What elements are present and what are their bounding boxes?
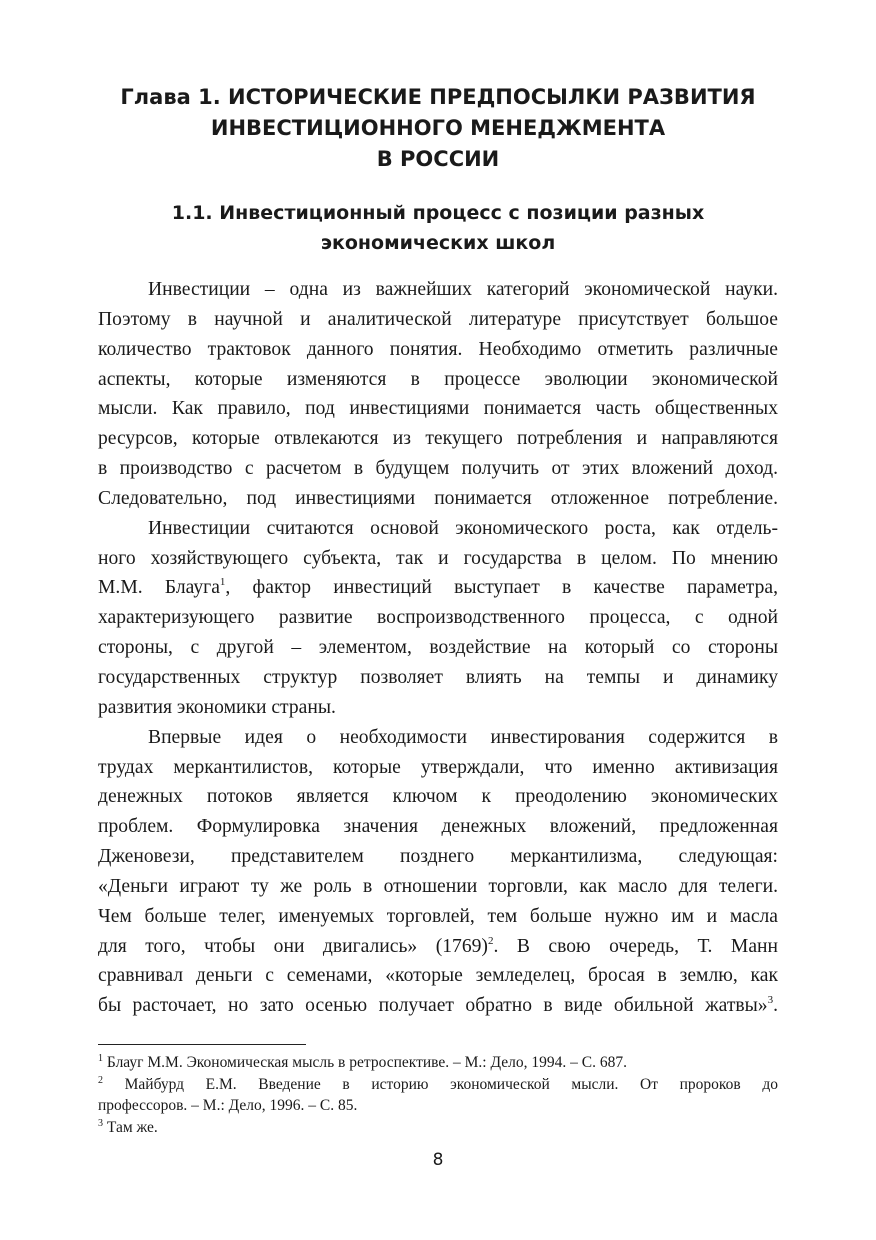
footnote-3 <box>98 1117 778 1139</box>
text-line: Следовательно, под инвестициями понимается отложенное потребление. <box>98 487 778 509</box>
text-line: ресурсов, которые отвлекаются из текущего потребления и направляются <box>98 428 778 450</box>
footnote-2-continued: профессоров. – М.: Дело, 1996. – С. 85. <box>98 1097 358 1114</box>
chapter-title-line: В РОССИИ <box>376 147 500 171</box>
footnote-ref-1[interactable]: 1 <box>219 576 226 589</box>
paragraph-2 <box>98 514 778 723</box>
text-line <box>98 573 778 603</box>
text-fragment: для того, чтобы они двигались» (1769) <box>98 935 488 957</box>
chapter-title <box>60 82 816 175</box>
text-line: мысли. Как правило, под инвестициями понимается часть общественных <box>98 398 778 420</box>
text-fragment: М.М. Блауга <box>98 577 220 599</box>
text-fragment: . В свою очередь, Т. Манн <box>493 935 778 957</box>
section-title-line: 1.1. Инвестиционный процесс с позиции разных <box>171 202 705 224</box>
text-line: Впервые идея о необходимости инвестирования содержится в <box>148 726 778 748</box>
paragraph-3 <box>98 723 778 1021</box>
footnote-1 <box>98 1052 778 1074</box>
footnotes <box>98 1052 778 1138</box>
text-line: аспекты, которые изменяются в процессе эволюции экономической <box>98 368 778 390</box>
text-line: государственных структур позволяет влиять на темпы и динамику <box>98 666 778 688</box>
body-text <box>98 275 778 1021</box>
text-line: Чем больше телег, именуемых торговлей, тем больше нужно им и масла <box>98 905 778 927</box>
text-line: проблем. Формулировка значения денежных вложений, предложенная <box>98 816 778 838</box>
section-title <box>60 198 816 258</box>
footnote-divider <box>98 1044 306 1045</box>
text-line: Дженовези, представителем позднего меркантилизма, следующая: <box>98 846 778 868</box>
footnote-2 <box>98 1074 778 1096</box>
footnote-mark: 1 <box>98 1053 103 1064</box>
text-line: Инвестиции – одна из важнейших категорий экономической науки. <box>148 279 778 300</box>
text-fragment: бы расточает, но зато осенью получает обратно в виде обильной жатвы» <box>98 995 768 1017</box>
footnote-text: Блауг М.М. Экономическая мысль в ретроспективе. – М.: Дело, 1994. – С. 687. <box>103 1054 627 1071</box>
text-line: количество трактовок данного понятия. Необходимо отметить различные <box>98 338 778 360</box>
text-line: денежных потоков является ключом к преодолению экономических <box>98 786 778 808</box>
chapter-title-line: ИНВЕСТИЦИОННОГО МЕНЕДЖМЕНТА <box>210 116 666 140</box>
section-title-line: экономических школ <box>320 232 556 254</box>
text-line: трудах меркантилистов, которые утверждали, что именно активизация <box>98 756 778 778</box>
text-line <box>98 991 778 1021</box>
text-line: сравнивал деньги с семенами, «которые земледелец, бросая в землю, как <box>98 965 778 987</box>
text-line: Поэтому в научной и аналитической литературе присутствует большое <box>98 308 778 330</box>
text-line <box>98 932 778 962</box>
text-line: «Деньги играют ту же роль в отношении торговли, как масло для телеги. <box>98 875 778 897</box>
footnote-text: Майбурд Е.М. Введение в историю экономической мысли. От пророков до <box>103 1075 778 1093</box>
text-line: Инвестиции считаются основой экономического роста, как отдель- <box>148 517 778 539</box>
chapter-title-line: Глава 1. ИСТОРИЧЕСКИЕ ПРЕДПОСЫЛКИ РАЗВИТИЯ <box>120 85 756 109</box>
text-line: стороны, с другой – элементом, воздействие на который со стороны <box>98 637 778 659</box>
footnote-text: Там же. <box>103 1118 158 1136</box>
footnote-ref-3[interactable]: 3 <box>767 994 774 1007</box>
text-line: в производство с расчетом в будущем получить от этих вложений доход. <box>98 458 778 480</box>
text-line: ного хозяйствующего субъекта, так и государства в целом. По мнению <box>98 547 778 569</box>
page-number: 8 <box>432 1150 444 1170</box>
text-line: характеризующего развитие воспроизводственного процесса, с одной <box>98 607 778 629</box>
text-fragment: , фактор инвестиций выступает в качестве параметра, <box>225 577 778 599</box>
text-fragment: . <box>773 995 778 1017</box>
paragraph-1 <box>98 275 778 514</box>
footnote-mark: 2 <box>98 1074 103 1086</box>
text-line: развития экономики страны. <box>98 696 336 718</box>
footnote-mark: 3 <box>98 1117 103 1129</box>
footnote-ref-2[interactable]: 2 <box>487 934 494 947</box>
